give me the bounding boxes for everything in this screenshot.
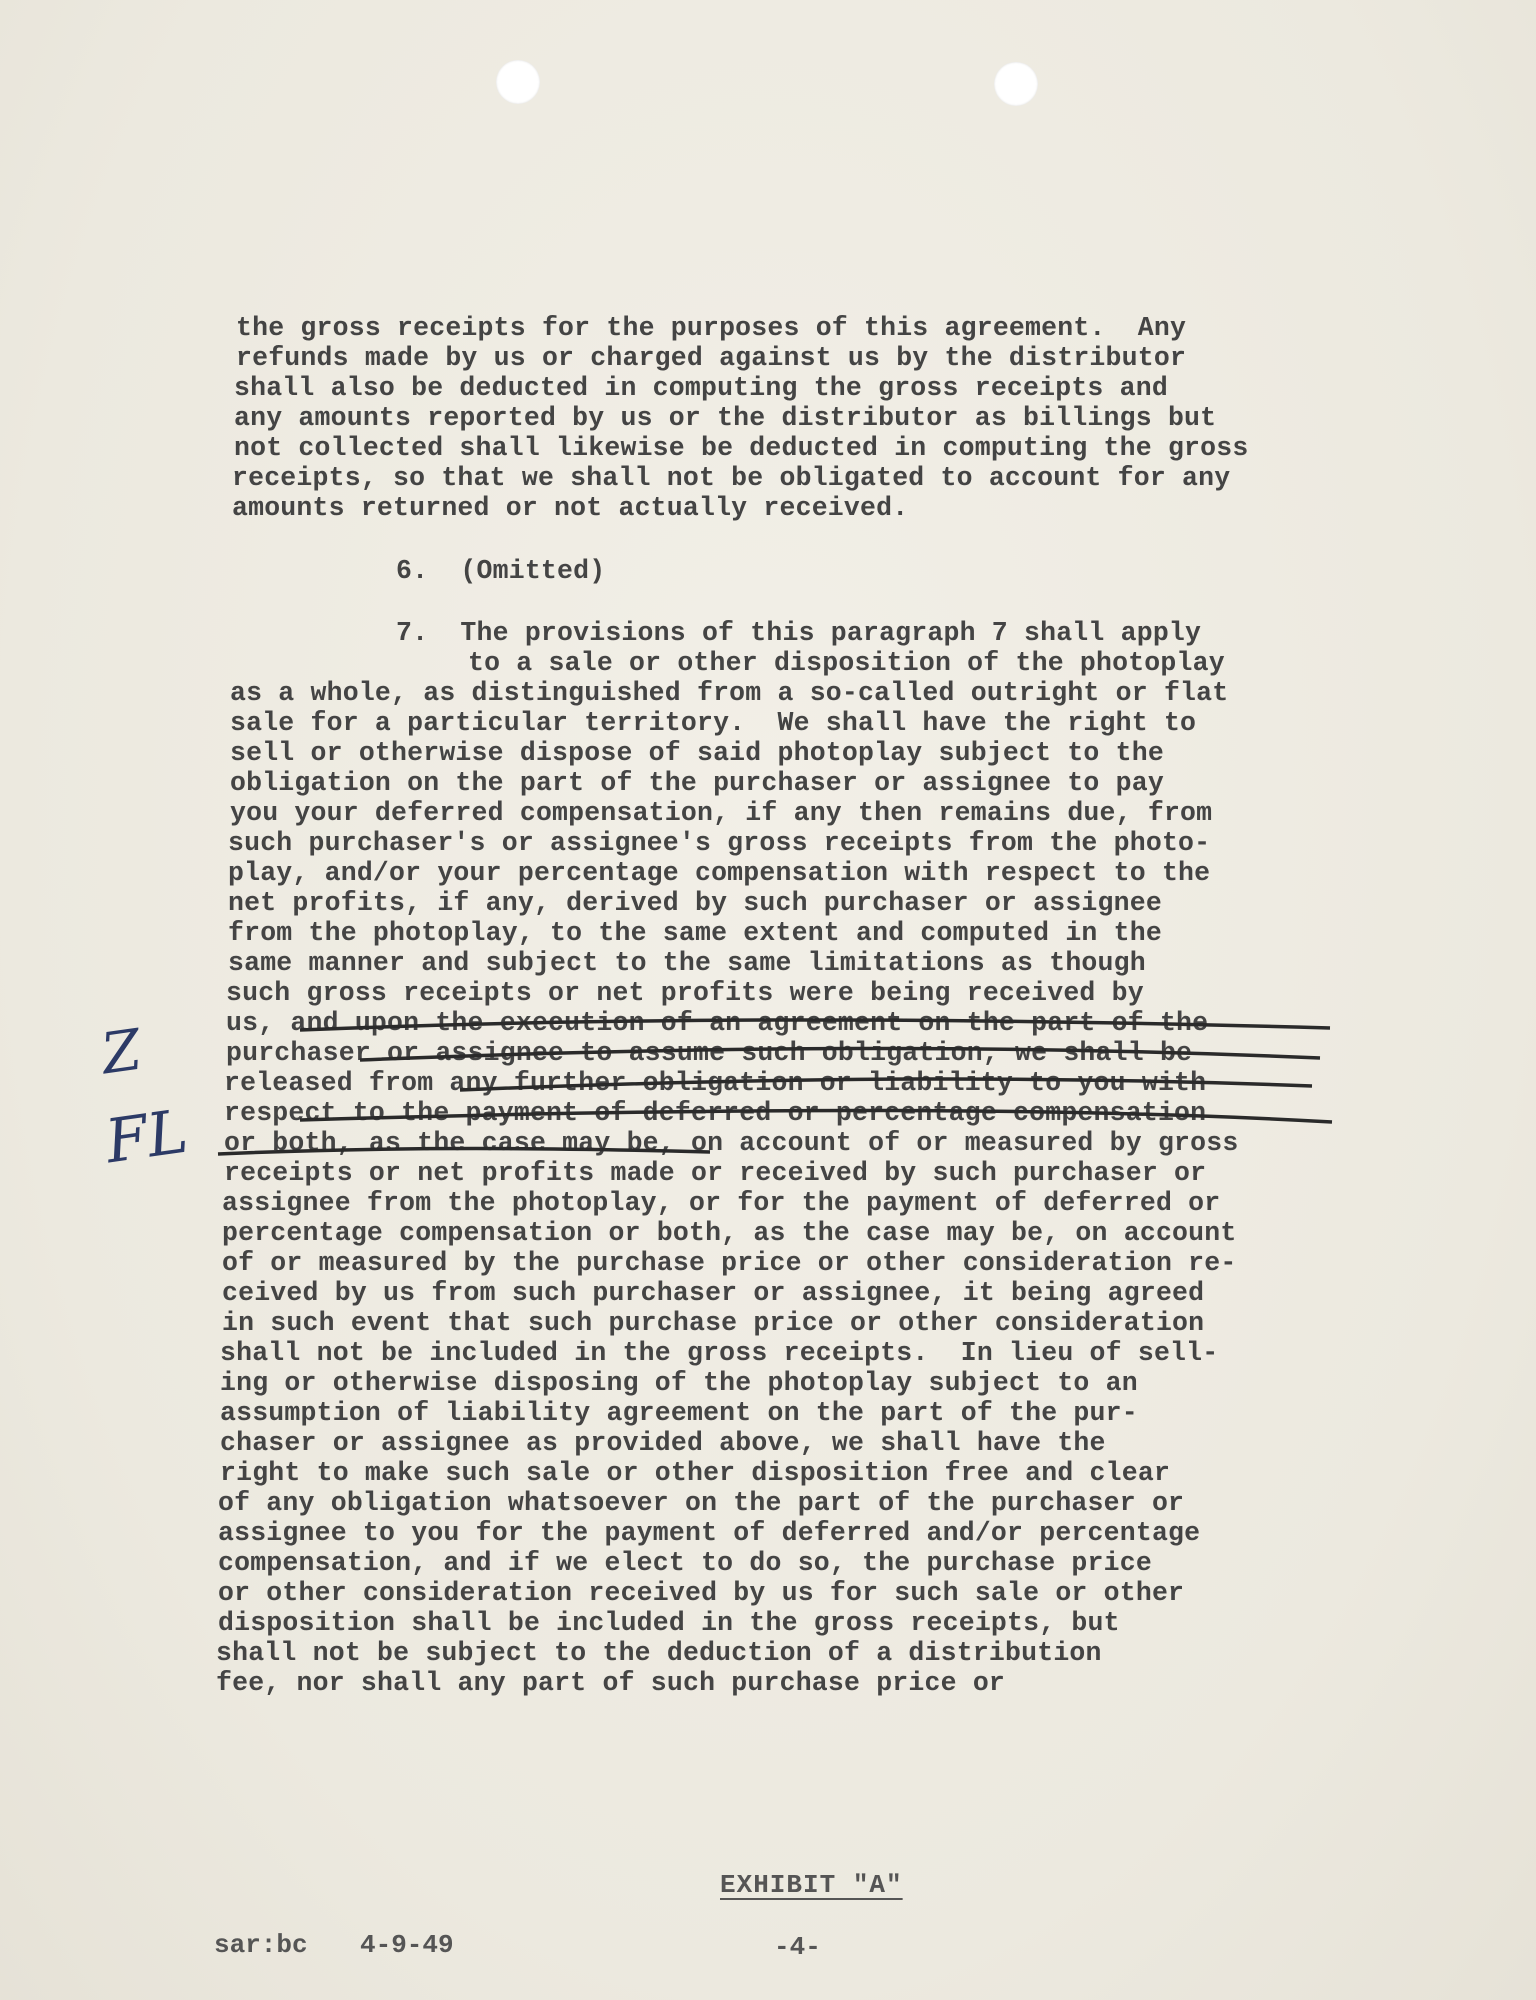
body-line: receipts, so that we shall not be obligated to account for any [232,463,1231,493]
body-line: shall not be included in the gross receipts. In lieu of sell- [220,1338,1219,1368]
body-line: percentage compensation or both, as the case may be, on account [222,1218,1237,1248]
margin-initial-mark: FL [101,1096,192,1178]
body-line-struck: or both, as the case may be, on account of or measured by gross [224,1128,1239,1158]
punch-hole-left [496,60,540,104]
page-number: -4- [774,1932,821,1962]
body-line: net profits, if any, derived by such purchaser or assignee [228,888,1162,918]
body-line-struck: released from any further obligation or liability to you with [224,1068,1207,1098]
body-line: to a sale or other disposition of the photoplay [468,648,1225,678]
body-line: obligation on the part of the purchaser or assignee to pay [230,768,1164,798]
body-line: or other consideration received by us for such sale or other [218,1578,1185,1608]
body-line: refunds made by us or charged against us by the distributor [236,343,1187,373]
exhibit-label: EXHIBIT "A" [720,1870,903,1900]
body-line: right to make such sale or other disposition free and clear [220,1458,1171,1488]
body-line: play, and/or your percentage compensation with respect to the [228,858,1211,888]
body-line-struck: respect to the payment of deferred or percentage compensation [224,1098,1207,1128]
body-line: fee, nor shall any part of such purchase price or [216,1668,1006,1698]
body-line-struck: us, and upon the execution of an agreement on the part of the [226,1008,1209,1038]
body-line: ceived by us from such purchaser or assignee, it being agreed [222,1278,1205,1308]
body-line: in such event that such purchase price or other consideration [222,1308,1205,1338]
body-line: assignee to you for the payment of deferred and/or percentage [218,1518,1201,1548]
paragraph-7-heading: 7. The provisions of this paragraph 7 shall apply [396,618,1202,648]
body-line: sell or otherwise dispose of said photoplay subject to the [230,738,1164,768]
body-line: shall not be subject to the deduction of a distribution [216,1638,1102,1668]
body-line: of or measured by the purchase price or other consideration re- [222,1248,1237,1278]
body-line: receipts or net profits made or received by such purchaser or [224,1158,1207,1188]
body-line: shall also be deducted in computing the gross receipts and [234,373,1168,403]
body-line: assumption of liability agreement on the part of the pur- [220,1398,1138,1428]
body-line: the gross receipts for the purposes of this agreement. Any [236,313,1187,343]
punch-hole-right [994,62,1038,106]
body-line: of any obligation whatsoever on the part of the purchaser or [218,1488,1185,1518]
body-line: you your deferred compensation, if any then remains due, from [230,798,1213,828]
typist-initials: sar:bc [214,1930,308,1960]
body-line: compensation, and if we elect to do so, the purchase price [218,1548,1152,1578]
body-line: such gross receipts or net profits were being received by [226,978,1144,1008]
body-line: ing or otherwise disposing of the photoplay subject to an [220,1368,1138,1398]
body-line: same manner and subject to the same limitations as though [228,948,1146,978]
body-line: disposition shall be included in the gross receipts, but [218,1608,1120,1638]
body-line: not collected shall likewise be deducted in computing the gross [234,433,1249,463]
body-line-struck: purchaser or assignee to assume such obligation, we shall be [226,1038,1193,1068]
body-line: as a whole, as distinguished from a so-called outright or flat [230,678,1229,708]
body-line: from the photoplay, to the same extent and computed in the [228,918,1162,948]
body-line: amounts returned or not actually received. [232,493,909,523]
margin-initial-mark: Z [97,1017,146,1088]
body-line: any amounts reported by us or the distributor as billings but [234,403,1217,433]
body-line: assignee from the photoplay, or for the payment of deferred or [222,1188,1221,1218]
body-line: such purchaser's or assignee's gross receipts from the photo- [228,828,1211,858]
body-line: sale for a particular territory. We shall have the right to [230,708,1197,738]
paragraph-6-heading: 6. (Omitted) [396,556,606,586]
body-line: chaser or assignee as provided above, we shall have the [220,1428,1106,1458]
document-date: 4-9-49 [360,1930,454,1960]
